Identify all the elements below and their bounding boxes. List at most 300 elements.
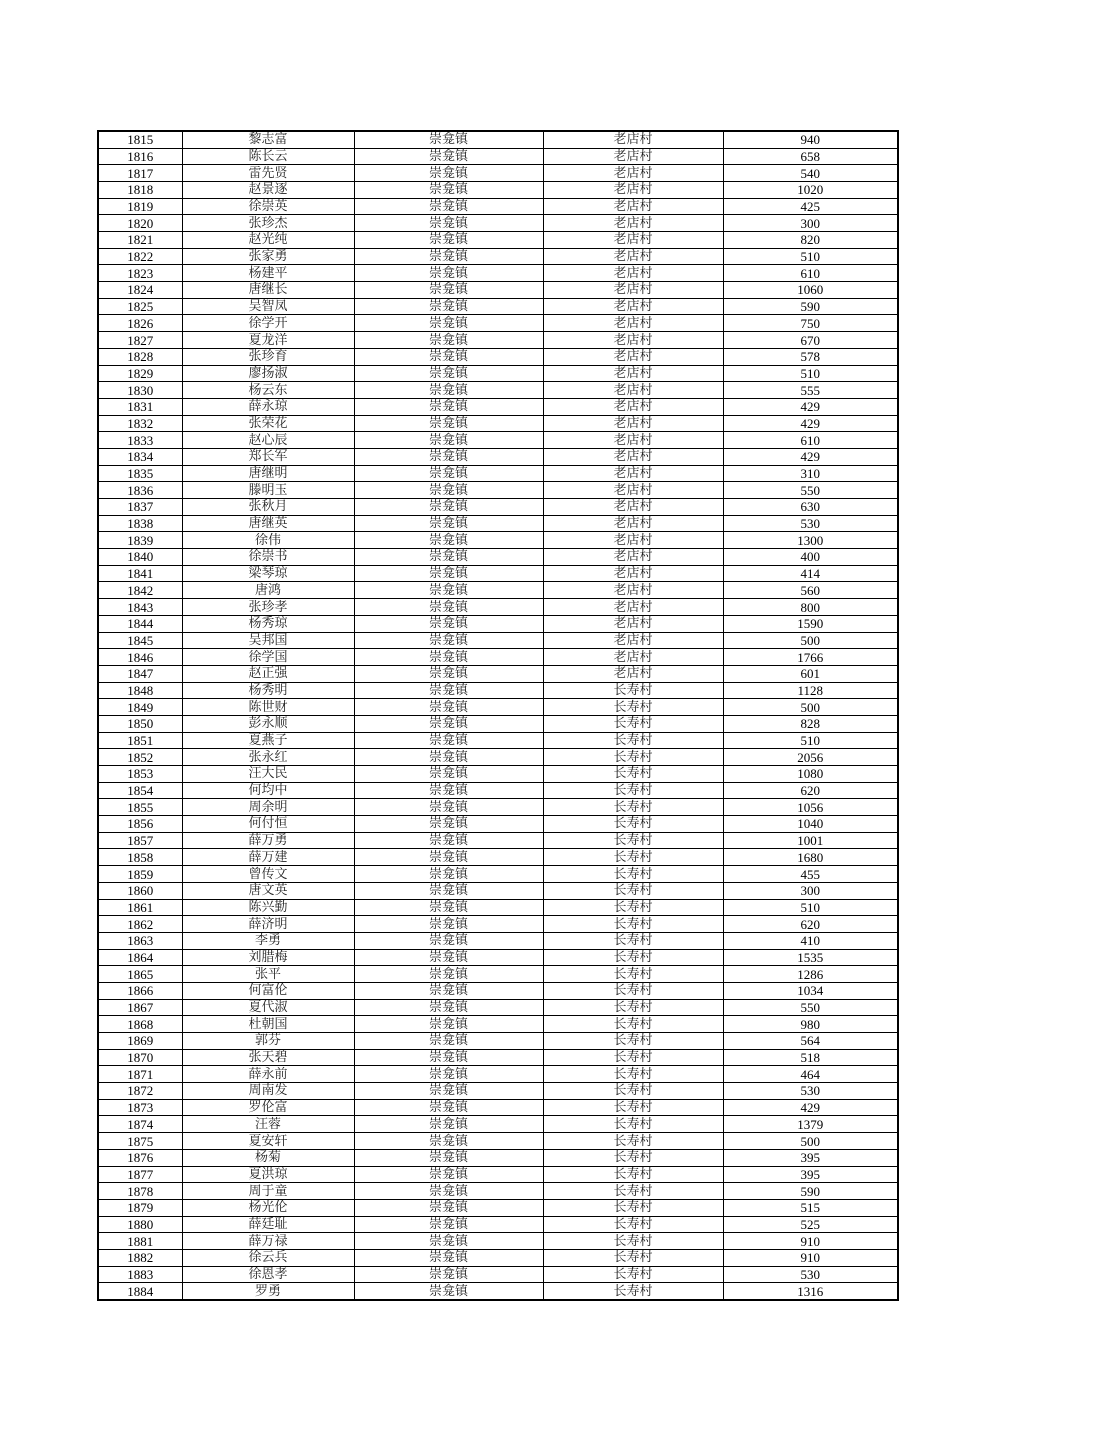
amount-cell: 429 [723, 415, 898, 432]
table-row [98, 1199, 898, 1216]
village-cell: 长寿村 [543, 1216, 723, 1233]
table-row [98, 832, 898, 849]
town-cell: 崇龛镇 [354, 1183, 543, 1200]
town-cell: 崇龛镇 [354, 365, 543, 382]
name-cell: 夏代淑 [182, 999, 354, 1016]
amount-cell: 530 [723, 515, 898, 532]
name-cell: 杨云东 [182, 382, 354, 399]
row-number-cell: 1826 [98, 315, 182, 332]
name-cell: 李勇 [182, 932, 354, 949]
name-cell: 唐继英 [182, 515, 354, 532]
table-row [98, 999, 898, 1016]
town-cell: 崇龛镇 [354, 715, 543, 732]
village-cell: 长寿村 [543, 782, 723, 799]
village-cell: 老店村 [543, 615, 723, 632]
town-cell: 崇龛镇 [354, 615, 543, 632]
table-row [98, 181, 898, 198]
village-cell: 长寿村 [543, 1249, 723, 1266]
village-cell: 老店村 [543, 148, 723, 165]
row-number-cell: 1828 [98, 348, 182, 365]
village-cell: 老店村 [543, 465, 723, 482]
name-cell: 赵光纯 [182, 232, 354, 249]
table-row [98, 1149, 898, 1166]
village-cell: 长寿村 [543, 1116, 723, 1133]
town-cell: 崇龛镇 [354, 682, 543, 699]
village-cell: 长寿村 [543, 999, 723, 1016]
amount-cell: 750 [723, 315, 898, 332]
row-number-cell: 1866 [98, 982, 182, 999]
table-row [98, 315, 898, 332]
village-cell: 长寿村 [543, 849, 723, 866]
table-row [98, 1066, 898, 1083]
table-row [98, 365, 898, 382]
village-cell: 老店村 [543, 649, 723, 666]
town-cell: 崇龛镇 [354, 282, 543, 299]
table-row [98, 148, 898, 165]
table-row [98, 966, 898, 983]
name-cell: 薛永琼 [182, 398, 354, 415]
amount-cell: 510 [723, 732, 898, 749]
town-cell: 崇龛镇 [354, 899, 543, 916]
name-cell: 徐崇英 [182, 198, 354, 215]
town-cell: 崇龛镇 [354, 582, 543, 599]
row-number-cell: 1860 [98, 882, 182, 899]
town-cell: 崇龛镇 [354, 131, 543, 148]
village-cell: 老店村 [543, 499, 723, 516]
village-cell: 长寿村 [543, 1266, 723, 1283]
town-cell: 崇龛镇 [354, 1283, 543, 1300]
table-row [98, 899, 898, 916]
village-cell: 长寿村 [543, 682, 723, 699]
table-row [98, 198, 898, 215]
amount-cell: 610 [723, 265, 898, 282]
table-row [98, 265, 898, 282]
table-row [98, 599, 898, 616]
name-cell: 杨秀琼 [182, 615, 354, 632]
name-cell: 赵正强 [182, 665, 354, 682]
town-cell: 崇龛镇 [354, 832, 543, 849]
table-row [98, 1083, 898, 1100]
town-cell: 崇龛镇 [354, 782, 543, 799]
table-row [98, 1266, 898, 1283]
name-cell: 薛廷耻 [182, 1216, 354, 1233]
row-number-cell: 1823 [98, 265, 182, 282]
table-row [98, 632, 898, 649]
village-cell: 老店村 [543, 599, 723, 616]
table-row [98, 282, 898, 299]
town-cell: 崇龛镇 [354, 699, 543, 716]
amount-cell: 1590 [723, 615, 898, 632]
table-row [98, 916, 898, 933]
village-cell: 老店村 [543, 515, 723, 532]
amount-cell: 510 [723, 365, 898, 382]
amount-cell: 550 [723, 999, 898, 1016]
table-row [98, 332, 898, 349]
name-cell: 汪大民 [182, 766, 354, 783]
amount-cell: 828 [723, 715, 898, 732]
table-row [98, 565, 898, 582]
village-cell: 老店村 [543, 282, 723, 299]
row-number-cell: 1835 [98, 465, 182, 482]
name-cell: 雷先贤 [182, 165, 354, 182]
village-cell: 长寿村 [543, 1233, 723, 1250]
town-cell: 崇龛镇 [354, 599, 543, 616]
table-row [98, 465, 898, 482]
name-cell: 杨秀明 [182, 682, 354, 699]
amount-cell: 1034 [723, 982, 898, 999]
village-cell: 长寿村 [543, 1033, 723, 1050]
town-cell: 崇龛镇 [354, 1099, 543, 1116]
village-cell: 老店村 [543, 532, 723, 549]
table-row [98, 382, 898, 399]
name-cell: 何均中 [182, 782, 354, 799]
town-cell: 崇龛镇 [354, 432, 543, 449]
town-cell: 崇龛镇 [354, 398, 543, 415]
name-cell: 唐文英 [182, 882, 354, 899]
amount-cell: 2056 [723, 749, 898, 766]
row-number-cell: 1817 [98, 165, 182, 182]
town-cell: 崇龛镇 [354, 732, 543, 749]
table-row [98, 298, 898, 315]
table-row [98, 699, 898, 716]
amount-cell: 910 [723, 1233, 898, 1250]
table-row [98, 482, 898, 499]
name-cell: 张天碧 [182, 1049, 354, 1066]
village-cell: 长寿村 [543, 949, 723, 966]
table-row [98, 799, 898, 816]
row-number-cell: 1815 [98, 131, 182, 148]
name-cell: 黎志富 [182, 131, 354, 148]
row-number-cell: 1818 [98, 181, 182, 198]
amount-cell: 630 [723, 499, 898, 516]
name-cell: 薛济明 [182, 916, 354, 933]
village-cell: 长寿村 [543, 1066, 723, 1083]
amount-cell: 601 [723, 665, 898, 682]
name-cell: 薛万建 [182, 849, 354, 866]
name-cell: 张珍杰 [182, 215, 354, 232]
village-cell: 长寿村 [543, 966, 723, 983]
row-number-cell: 1829 [98, 365, 182, 382]
village-cell: 老店村 [543, 198, 723, 215]
town-cell: 崇龛镇 [354, 148, 543, 165]
village-cell: 老店村 [543, 232, 723, 249]
name-cell: 夏洪琼 [182, 1166, 354, 1183]
town-cell: 崇龛镇 [354, 1016, 543, 1033]
table-row [98, 1033, 898, 1050]
village-cell: 老店村 [543, 165, 723, 182]
amount-cell: 800 [723, 599, 898, 616]
table-row [98, 582, 898, 599]
town-cell: 崇龛镇 [354, 1133, 543, 1150]
town-cell: 崇龛镇 [354, 1199, 543, 1216]
town-cell: 崇龛镇 [354, 515, 543, 532]
amount-cell: 425 [723, 198, 898, 215]
town-cell: 崇龛镇 [354, 799, 543, 816]
amount-cell: 1766 [723, 649, 898, 666]
village-cell: 老店村 [543, 315, 723, 332]
village-cell: 长寿村 [543, 982, 723, 999]
table-row [98, 849, 898, 866]
village-cell: 老店村 [543, 665, 723, 682]
amount-cell: 564 [723, 1033, 898, 1050]
village-cell: 老店村 [543, 365, 723, 382]
town-cell: 崇龛镇 [354, 665, 543, 682]
row-number-cell: 1869 [98, 1033, 182, 1050]
village-cell: 长寿村 [543, 799, 723, 816]
row-number-cell: 1830 [98, 382, 182, 399]
amount-cell: 1060 [723, 282, 898, 299]
table-row [98, 882, 898, 899]
amount-cell: 1040 [723, 816, 898, 833]
name-cell: 彭永顺 [182, 715, 354, 732]
table-row [98, 131, 898, 148]
amount-cell: 670 [723, 332, 898, 349]
amount-cell: 540 [723, 165, 898, 182]
amount-cell: 1379 [723, 1116, 898, 1133]
village-cell: 老店村 [543, 432, 723, 449]
village-cell: 老店村 [543, 215, 723, 232]
row-number-cell: 1833 [98, 432, 182, 449]
row-number-cell: 1834 [98, 448, 182, 465]
name-cell: 罗伦富 [182, 1099, 354, 1116]
row-number-cell: 1832 [98, 415, 182, 432]
village-cell: 老店村 [543, 348, 723, 365]
amount-cell: 510 [723, 899, 898, 916]
row-number-cell: 1882 [98, 1249, 182, 1266]
table-row [98, 1133, 898, 1150]
table-row [98, 1166, 898, 1183]
name-cell: 何富伦 [182, 982, 354, 999]
row-number-cell: 1851 [98, 732, 182, 749]
name-cell: 吴智凤 [182, 298, 354, 315]
town-cell: 崇龛镇 [354, 549, 543, 566]
amount-cell: 820 [723, 232, 898, 249]
amount-cell: 414 [723, 565, 898, 582]
name-cell: 刘腊梅 [182, 949, 354, 966]
row-number-cell: 1843 [98, 599, 182, 616]
town-cell: 崇龛镇 [354, 198, 543, 215]
town-cell: 崇龛镇 [354, 232, 543, 249]
town-cell: 崇龛镇 [354, 982, 543, 999]
row-number-cell: 1824 [98, 282, 182, 299]
amount-cell: 500 [723, 1133, 898, 1150]
amount-cell: 590 [723, 1183, 898, 1200]
village-cell: 长寿村 [543, 1049, 723, 1066]
name-cell: 郭芬 [182, 1033, 354, 1050]
table-row [98, 398, 898, 415]
row-number-cell: 1819 [98, 198, 182, 215]
town-cell: 崇龛镇 [354, 949, 543, 966]
village-cell: 长寿村 [543, 766, 723, 783]
village-cell: 老店村 [543, 632, 723, 649]
village-cell: 老店村 [543, 565, 723, 582]
name-cell: 徐云兵 [182, 1249, 354, 1266]
name-cell: 徐学国 [182, 649, 354, 666]
amount-cell: 1080 [723, 766, 898, 783]
name-cell: 张秋月 [182, 499, 354, 516]
table-row [98, 649, 898, 666]
town-cell: 崇龛镇 [354, 816, 543, 833]
row-number-cell: 1861 [98, 899, 182, 916]
table-row [98, 816, 898, 833]
table-row [98, 448, 898, 465]
village-cell: 老店村 [543, 482, 723, 499]
amount-cell: 510 [723, 248, 898, 265]
name-cell: 杨光伦 [182, 1199, 354, 1216]
table-row [98, 749, 898, 766]
amount-cell: 525 [723, 1216, 898, 1233]
town-cell: 崇龛镇 [354, 1249, 543, 1266]
town-cell: 崇龛镇 [354, 916, 543, 933]
amount-cell: 395 [723, 1149, 898, 1166]
table-row [98, 782, 898, 799]
table-row [98, 1116, 898, 1133]
amount-cell: 1056 [723, 799, 898, 816]
village-cell: 长寿村 [543, 1183, 723, 1200]
amount-cell: 590 [723, 298, 898, 315]
row-number-cell: 1848 [98, 682, 182, 699]
name-cell: 唐鸿 [182, 582, 354, 599]
village-cell: 老店村 [543, 248, 723, 265]
amount-cell: 300 [723, 882, 898, 899]
name-cell: 汪蓉 [182, 1116, 354, 1133]
row-number-cell: 1827 [98, 332, 182, 349]
village-cell: 长寿村 [543, 699, 723, 716]
town-cell: 崇龛镇 [354, 215, 543, 232]
row-number-cell: 1855 [98, 799, 182, 816]
name-cell: 廖扬淑 [182, 365, 354, 382]
name-cell: 郑长军 [182, 448, 354, 465]
name-cell: 滕明玉 [182, 482, 354, 499]
data-table [97, 130, 899, 1301]
table-row [98, 515, 898, 532]
row-number-cell: 1873 [98, 1099, 182, 1116]
town-cell: 崇龛镇 [354, 1033, 543, 1050]
row-number-cell: 1867 [98, 999, 182, 1016]
row-number-cell: 1862 [98, 916, 182, 933]
name-cell: 唐继明 [182, 465, 354, 482]
town-cell: 崇龛镇 [354, 1116, 543, 1133]
name-cell: 吴邦国 [182, 632, 354, 649]
row-number-cell: 1856 [98, 816, 182, 833]
town-cell: 崇龛镇 [354, 882, 543, 899]
row-number-cell: 1863 [98, 932, 182, 949]
village-cell: 长寿村 [543, 866, 723, 883]
town-cell: 崇龛镇 [354, 999, 543, 1016]
amount-cell: 620 [723, 916, 898, 933]
amount-cell: 464 [723, 1066, 898, 1083]
town-cell: 崇龛镇 [354, 415, 543, 432]
village-cell: 老店村 [543, 415, 723, 432]
table-row [98, 715, 898, 732]
row-number-cell: 1880 [98, 1216, 182, 1233]
row-number-cell: 1870 [98, 1049, 182, 1066]
amount-cell: 1680 [723, 849, 898, 866]
name-cell: 陈世财 [182, 699, 354, 716]
amount-cell: 310 [723, 465, 898, 482]
village-cell: 老店村 [543, 549, 723, 566]
row-number-cell: 1859 [98, 866, 182, 883]
table-row [98, 1016, 898, 1033]
amount-cell: 429 [723, 1099, 898, 1116]
row-number-cell: 1853 [98, 766, 182, 783]
village-cell: 长寿村 [543, 916, 723, 933]
village-cell: 长寿村 [543, 749, 723, 766]
name-cell: 徐崇书 [182, 549, 354, 566]
row-number-cell: 1850 [98, 715, 182, 732]
village-cell: 长寿村 [543, 816, 723, 833]
amount-cell: 550 [723, 482, 898, 499]
row-number-cell: 1878 [98, 1183, 182, 1200]
village-cell: 老店村 [543, 398, 723, 415]
village-cell: 长寿村 [543, 1149, 723, 1166]
table-row [98, 215, 898, 232]
row-number-cell: 1821 [98, 232, 182, 249]
village-cell: 长寿村 [543, 732, 723, 749]
row-number-cell: 1879 [98, 1199, 182, 1216]
row-number-cell: 1868 [98, 1016, 182, 1033]
name-cell: 徐恩孝 [182, 1266, 354, 1283]
name-cell: 曾传文 [182, 866, 354, 883]
name-cell: 张平 [182, 966, 354, 983]
amount-cell: 500 [723, 699, 898, 716]
name-cell: 薛万勇 [182, 832, 354, 849]
row-number-cell: 1865 [98, 966, 182, 983]
town-cell: 崇龛镇 [354, 1233, 543, 1250]
table-row [98, 766, 898, 783]
village-cell: 老店村 [543, 265, 723, 282]
town-cell: 崇龛镇 [354, 966, 543, 983]
name-cell: 周于童 [182, 1183, 354, 1200]
row-number-cell: 1875 [98, 1133, 182, 1150]
town-cell: 崇龛镇 [354, 932, 543, 949]
row-number-cell: 1844 [98, 615, 182, 632]
name-cell: 梁琴琼 [182, 565, 354, 582]
name-cell: 赵心辰 [182, 432, 354, 449]
amount-cell: 410 [723, 932, 898, 949]
row-number-cell: 1837 [98, 499, 182, 516]
name-cell: 杨菊 [182, 1149, 354, 1166]
table-row [98, 432, 898, 449]
name-cell: 夏安轩 [182, 1133, 354, 1150]
table-row [98, 532, 898, 549]
village-cell: 长寿村 [543, 1099, 723, 1116]
row-number-cell: 1836 [98, 482, 182, 499]
name-cell: 周南发 [182, 1083, 354, 1100]
village-cell: 长寿村 [543, 1133, 723, 1150]
row-number-cell: 1839 [98, 532, 182, 549]
row-number-cell: 1858 [98, 849, 182, 866]
amount-cell: 578 [723, 348, 898, 365]
name-cell: 张荣花 [182, 415, 354, 432]
amount-cell: 530 [723, 1266, 898, 1283]
row-number-cell: 1846 [98, 649, 182, 666]
amount-cell: 555 [723, 382, 898, 399]
village-cell: 老店村 [543, 181, 723, 198]
amount-cell: 429 [723, 448, 898, 465]
row-number-cell: 1849 [98, 699, 182, 716]
name-cell: 张珍孝 [182, 599, 354, 616]
village-cell: 长寿村 [543, 1199, 723, 1216]
table-body [98, 131, 898, 1300]
name-cell: 罗勇 [182, 1283, 354, 1300]
name-cell: 徐学开 [182, 315, 354, 332]
amount-cell: 395 [723, 1166, 898, 1183]
village-cell: 长寿村 [543, 715, 723, 732]
row-number-cell: 1874 [98, 1116, 182, 1133]
name-cell: 周余明 [182, 799, 354, 816]
town-cell: 崇龛镇 [354, 348, 543, 365]
